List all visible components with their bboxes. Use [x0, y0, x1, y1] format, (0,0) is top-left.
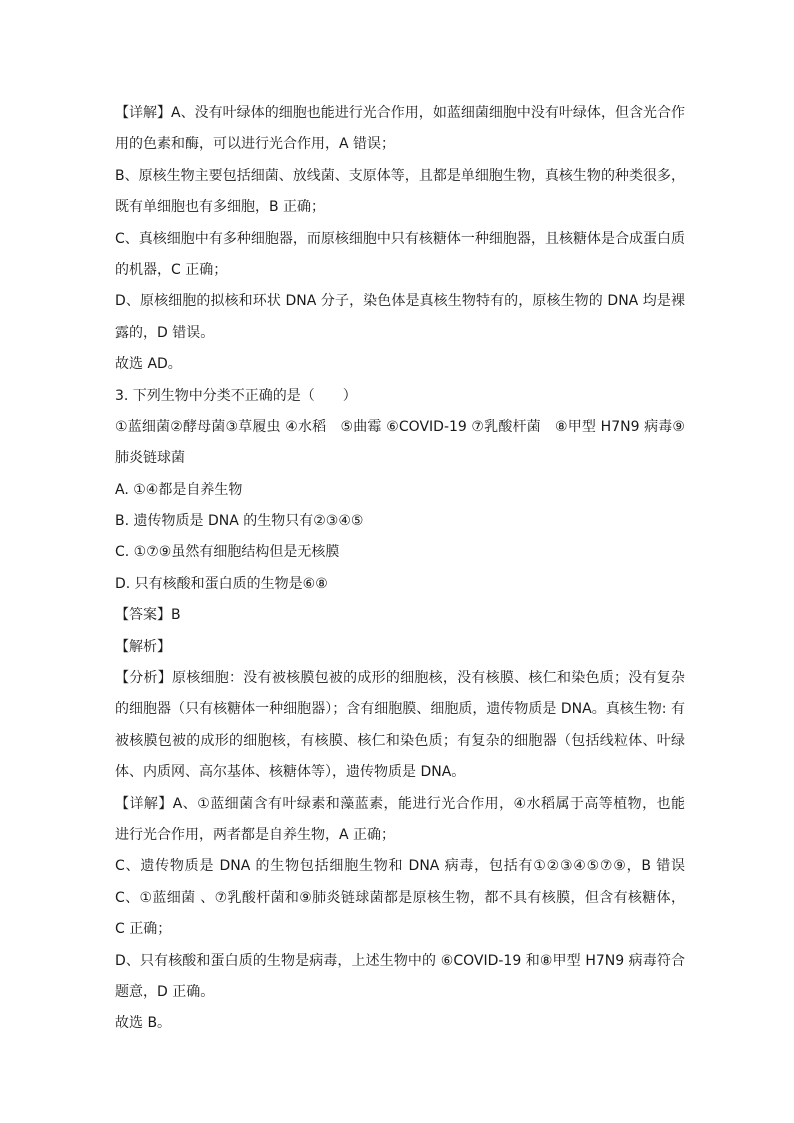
text-line: 既有单细胞也有多细胞，B 正确；	[115, 199, 326, 216]
text-line: C 正确；	[115, 921, 172, 938]
text-line: 【分析】原核细胞：没有被核膜包被的成形的细胞核，没有核膜、核仁和染色质；没有复杂	[115, 670, 685, 687]
text-line: 被核膜包被的成形的细胞核，有核膜、核仁和染色质；有复杂的细胞器（包括线粒体、叶绿	[115, 732, 685, 749]
text-line: ①蓝细菌②酵母菌③草履虫 ④水稻 ⑤曲霉 ⑥COVID-19 ⑦乳酸杆菌 ⑧甲型 H7N9 病毒⑨	[115, 418, 685, 435]
option-d: D. 只有核酸和蛋白质的生物是⑥⑧	[115, 575, 328, 592]
analysis-heading: 【解析】	[115, 638, 171, 655]
text-line: D、原核细胞的拟核和环状 DNA 分子，染色体是真核生物特有的，原核生物的 DNA 均是裸	[115, 293, 685, 310]
document-body	[115, 98, 685, 1040]
text-line: 【详解】A、没有叶绿体的细胞也能进行光合作用，如蓝细菌细胞中没有叶绿体，但含光合作	[115, 105, 685, 121]
text-line: 的细胞器（只有核糖体一种细胞器）；含有细胞膜、细胞质，遗传物质是 DNA。真核生物: 有	[115, 701, 685, 718]
text-line: 露的，D 错误。	[115, 324, 215, 341]
text-line: 【详解】A、①蓝细菌含有叶绿素和藻蓝素，能进行光合作用，④水稻属于高等植物，也能	[115, 795, 685, 812]
text-line: C、真核细胞中有多种细胞器，而原核细胞中只有核糖体一种细胞器，且核糖体是合成蛋白质	[115, 230, 685, 247]
text-line: D、只有核酸和蛋白质的生物是病毒，上述生物中的 ⑥COVID-19 和⑧甲型 H7N9 病毒符合	[115, 952, 685, 969]
text-line: 的机器，C 正确；	[115, 261, 228, 278]
text-line: 故选 AD。	[115, 356, 182, 373]
option-c: C. ①⑦⑨虽然有细胞结构但是无核膜	[115, 544, 340, 561]
text-line: 体、内质网、高尔基体、核糖体等），遗传物质是 DNA。	[115, 764, 466, 781]
text-line: C、遗传物质是 DNA 的生物包括细胞生物和 DNA 病毒，包括有①②③④⑤⑦⑨，B 错误	[115, 858, 685, 875]
text-line: 肺炎链球菌	[115, 450, 185, 467]
text-line: 故选 B。	[115, 1015, 172, 1032]
question-title: 3. 下列生物中分类不正确的是（ ）	[115, 387, 357, 404]
text-line: 用的色素和酶，可以进行光合作用，A 错误；	[115, 136, 396, 153]
text-line: 进行光合作用，两者都是自养生物，A 正确；	[115, 826, 396, 843]
text-line: 题意，D 正确。	[115, 983, 215, 1000]
option-a: A. ①④都是自养生物	[115, 481, 243, 498]
text-line: C、①蓝细菌 、⑦乳酸杆菌和⑨肺炎链球菌都是原核生物，都不具有核膜，但含有核糖体，	[115, 889, 685, 906]
text-line: B、原核生物主要包括细菌、放线菌、支原体等，且都是单细胞生物，真核生物的种类很多，	[115, 167, 685, 184]
option-b: B. 遗传物质是 DNA 的生物只有②③④⑤	[115, 513, 364, 530]
answer-heading: 【答案】B	[115, 607, 181, 624]
